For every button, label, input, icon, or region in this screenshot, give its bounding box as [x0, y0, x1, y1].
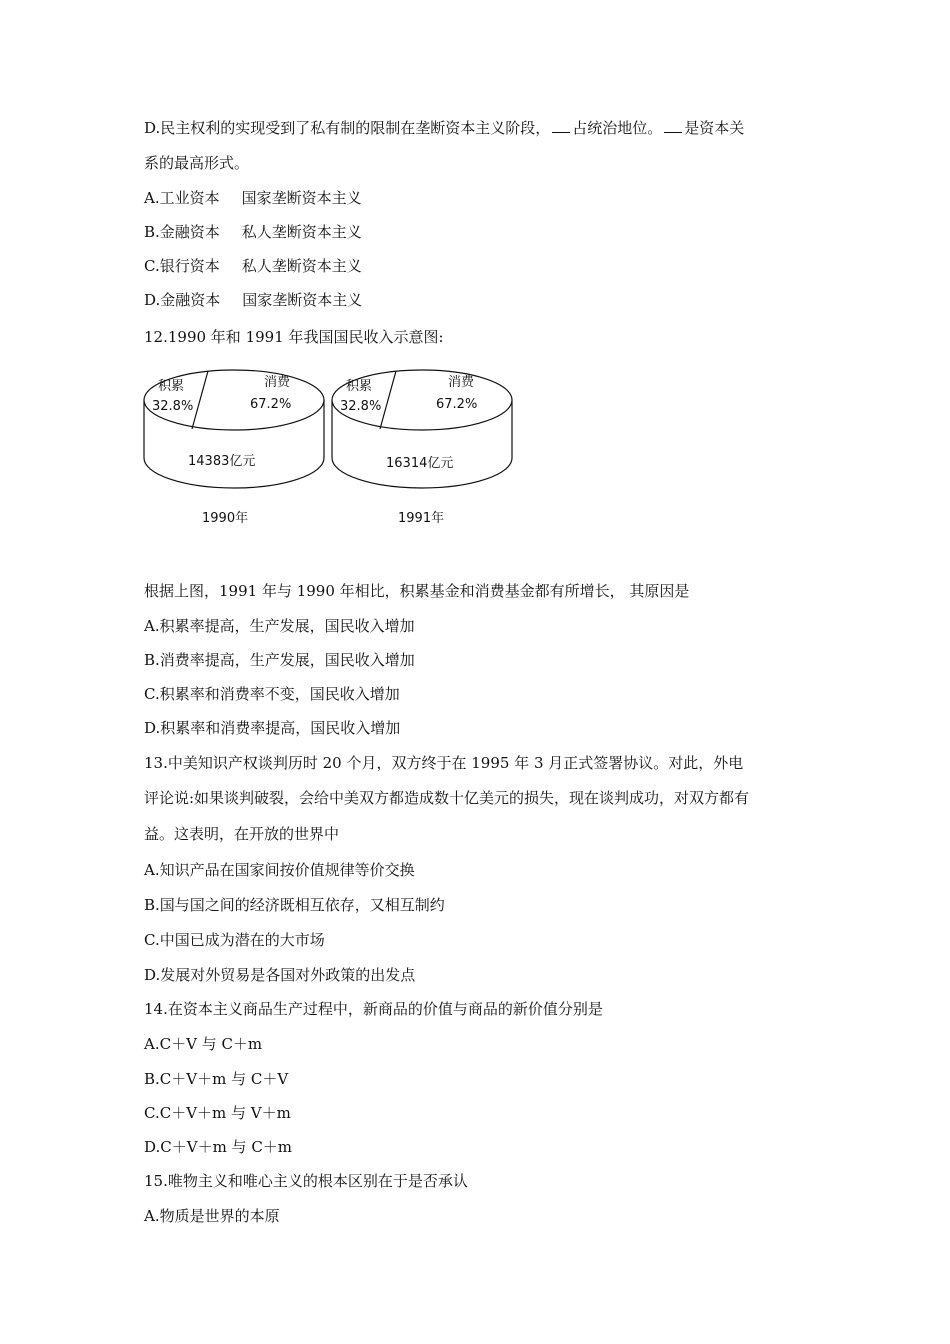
- q11-option-d: [144, 290, 362, 310]
- q12-option-b: B.消费率提高，生产发展，国民收入增加: [144, 651, 415, 669]
- cylinder-1991-consume-pct: 67.2%: [436, 397, 478, 412]
- q14-option-b: B.C＋V＋m 与 C＋V: [144, 1070, 289, 1088]
- q11-option-c-text: 私人垄断资本主义: [241, 257, 362, 275]
- q12-question: 根据上图，1991 年与 1990 年相比，积累基金和消费基金都有所增长， 其原因是: [144, 582, 690, 600]
- q11-stem-line1: [144, 118, 744, 138]
- cylinder-1990: [144, 370, 324, 526]
- cylinder-1991-year-label: 1991年: [398, 511, 445, 526]
- cylinder-1990-year-label: 1990年: [202, 511, 249, 526]
- q11-option-d-label: D.金融资本: [144, 291, 221, 309]
- q13-option-d: D.发展对外贸易是各国对外政策的出发点: [144, 966, 416, 984]
- q11-option-a-text: 国家垄断资本主义: [241, 189, 362, 207]
- cylinder-1990-accumulate-label: 积累: [158, 379, 185, 394]
- q12-option-c: C.积累率和消费率不变，国民收入增加: [144, 685, 400, 703]
- q12-option-a: A.积累率提高，生产发展，国民收入增加: [144, 617, 415, 635]
- q11-stem-part1: D.民主权利的实现受到了私有制的限制在垄断资本主义阶段，: [144, 119, 551, 137]
- q13-option-b: B.国与国之间的经济既相互依存，又相互制约: [144, 896, 445, 914]
- q14-option-d: D.C＋V＋m 与 C＋m: [144, 1138, 293, 1156]
- q11-option-b-text: 私人垄断资本主义: [241, 223, 362, 241]
- q11-option-b-label: B.金融资本: [144, 223, 220, 241]
- national-income-figure: [140, 360, 530, 540]
- cylinder-1990-consume-label: 消费: [264, 375, 291, 390]
- q14-option-c: C.C＋V＋m 与 V＋m: [144, 1104, 291, 1122]
- q11-option-a-label: A.工业资本: [144, 189, 220, 207]
- q13-stem-line3: 益。这表明，在开放的世界中: [144, 825, 340, 843]
- q13-option-a: A.知识产品在国家间按价值规律等价交换: [144, 861, 415, 879]
- q11-option-b: [144, 222, 362, 242]
- q11-option-d-text: 国家垄断资本主义: [242, 291, 363, 309]
- q13-stem-line1: 13.中美知识产权谈判历时 20 个月，双方终于在 1995 年 3 月正式签署协议。对此，外电: [144, 754, 744, 772]
- q13-option-c: C.中国已成为潜在的大市场: [144, 931, 325, 949]
- q13-stem-line2: 评论说:如果谈判破裂，会给中美双方都造成数十亿美元的损失，现在谈判成功，对双方都有: [144, 789, 750, 807]
- q11-blank-1: [552, 118, 570, 133]
- cylinder-1991-accumulate-pct: 32.8%: [340, 399, 382, 414]
- q11-stem-line2: 系的最高形式。: [144, 154, 250, 172]
- q15-stem: 15.唯物主义和唯心主义的根本区别在于是否承认: [144, 1172, 468, 1190]
- q14-option-a: A.C＋V 与 C＋m: [144, 1035, 263, 1053]
- q11-blank-2: [664, 118, 682, 133]
- q15-option-a: A.物质是世界的本原: [144, 1207, 280, 1225]
- q12-stem: 12.1990 年和 1991 年我国国民收入示意图:: [144, 328, 444, 346]
- q12-option-d: D.积累率和消费率提高，国民收入增加: [144, 719, 401, 737]
- cylinder-1991-accumulate-label: 积累: [346, 379, 373, 394]
- q11-stem-part2: 占统治地位。: [572, 119, 663, 137]
- cylinder-1990-accumulate-pct: 32.8%: [152, 399, 194, 414]
- q11-option-c: [144, 256, 362, 276]
- cylinder-1991: [332, 370, 512, 526]
- q11-stem-part3: 是资本关: [684, 119, 745, 137]
- cylinder-1990-income: 14383亿元: [188, 454, 256, 469]
- cylinder-1991-income: 16314亿元: [386, 456, 454, 471]
- q11-option-a: [144, 188, 362, 208]
- q11-option-c-label: C.银行资本: [144, 257, 220, 275]
- q14-stem: 14.在资本主义商品生产过程中，新商品的价值与商品的新价值分别是: [144, 1000, 603, 1018]
- cylinder-1990-consume-pct: 67.2%: [250, 397, 292, 412]
- cylinder-1991-consume-label: 消费: [448, 375, 475, 390]
